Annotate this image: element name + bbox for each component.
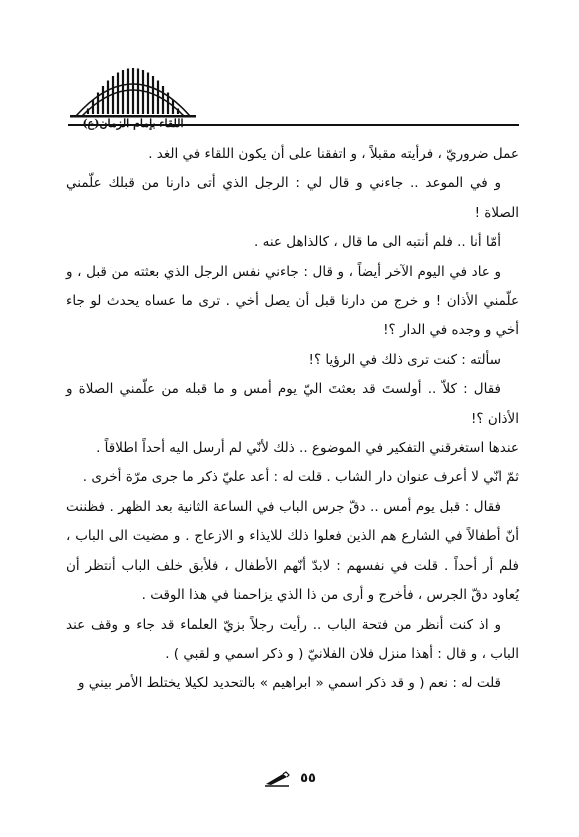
paragraph: عندها استغرقني التفكير في الموضوع .. ذلك لأنّي لم أرسل اليه أحداً اطلاقاً . [96, 440, 519, 457]
paragraph: فقال : كلاّ .. أولستَ قد بعثتَ اليّ يوم أمس و ما قبله من علّمني الصلاة و الأذان ؟! [66, 381, 519, 427]
paragraph: قلت له : نعم ( و قد ذكر اسمي « ابراهيم » بالتحديد لكيلا يختلط الأمر بيني و [77, 675, 501, 692]
book-title: اللقاء بإمام الزمان(ع) [82, 117, 184, 130]
paragraph: فقال : قبل يوم أمس .. دقّ جرس الباب في الساعة الثانية بعد الظهر . فظننت أنّ أطفالاً في الشارع هم الذين فعلوا ذلك للايذاء و الازعاج . و مضيت الى الباب ، فلم أر أحداً . قلت في نفسهم : لابدّ أنّهم الأطفال ، فلأبق خلف الباب أنتظر أن يُعاود دقّ الجرس ، فأخرج و أرى من ذا الذي يزاحمنا في هذا الوقت . [66, 498, 519, 604]
page-body [66, 140, 519, 699]
paragraph: عمل ضروريّ ، فرأيته مقبلاً ، و اتفقنا على أن يكون اللقاء في الغد . [148, 146, 519, 162]
pen-writing-icon [263, 771, 291, 787]
header-rule [68, 124, 519, 126]
paragraph: سألته : كنت ترى ذلك في الرؤيا ؟! [308, 351, 501, 368]
book-header [68, 58, 198, 130]
paragraph: و اذ كنت أنظر من فتحة الباب .. رأيت رجلاً بزيّ العلماء قد جاء و وقف عند الباب ، و قال : أهذا منزل فلان الفلانيّ ( و ذكر اسمي و لقبي ) . [66, 616, 519, 662]
paragraph: و في الموعد .. جاءني و قال لي : الرجل الذي أتى دارنا من قبلك علّمني الصلاة ! [66, 175, 519, 221]
paragraph: و عاد في اليوم الآخر أيضاً ، و قال : جاءني نفس الرجل الذي بعثته من قبل ، و علّمني الأذان ! و خرج من دارنا قبل أن يصل أخي . ترى ما عساه يحدث لو جاء أخي و وجده في الدار ؟! [66, 263, 519, 339]
paragraph: ثمّ انّي لا أعرف عنوان دار الشاب . قلت له : أعد عليّ ذكر ما جرى مرّة أخرى . [82, 469, 519, 486]
page-footer [0, 768, 579, 788]
page-number: ٥٥ [300, 771, 316, 786]
paragraph: أمّا أنا .. فلم أنتبه الى ما قال ، كالذاهل عنه . [254, 234, 501, 251]
